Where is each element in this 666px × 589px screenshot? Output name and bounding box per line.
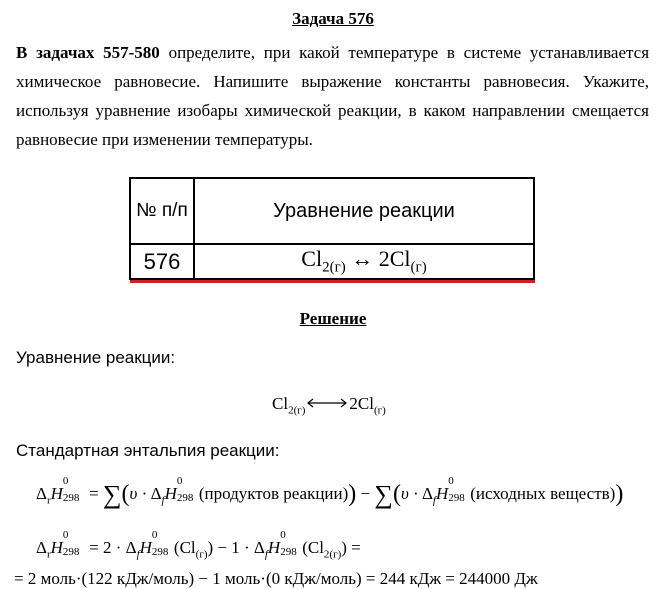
- enthalpy-result: = 2 моль·(122 кДж/моль) − 1 моль·(0 кДж/моль) = 244 кДж = 244000 Дж: [14, 569, 538, 588]
- eq-product: 2Cl: [349, 394, 374, 413]
- products-text: (продуктов реакции): [198, 484, 349, 503]
- solution-heading: Решение: [299, 309, 367, 328]
- product-subscript: (г): [410, 259, 427, 276]
- eq-product-subscript: (г): [373, 404, 386, 417]
- equilibrium-arrow: ↔: [351, 246, 374, 272]
- reaction-equation: [272, 394, 386, 416]
- reactant: Cl: [301, 246, 323, 272]
- eq-reactant-subscript: 2(г): [288, 404, 306, 417]
- table-row: [130, 244, 534, 279]
- row-equation: [194, 244, 534, 279]
- header-number: № п/п: [130, 178, 194, 244]
- red-underline: [130, 280, 535, 283]
- task-range: В задачах 557-580: [16, 43, 160, 62]
- header-equation: Уравнение реакции: [194, 178, 534, 244]
- reaction-label: Уравнение реакции:: [16, 348, 176, 367]
- reactants-text: (исходных веществ): [470, 484, 616, 503]
- task-text: определите, при какой температуре в системе устанавливается химическое равновесие. Напишите выражение константы равновесия. Укажите, используя уравнение изобары химической реакции, в каком направлении смещается равновесие при изменении температуры.: [16, 43, 650, 149]
- enthalpy-formula: $\Delta_rH$ 0 298 = $\sum(\upsilon \cdot \Delta_fH$ 0 298 (продуктов реакции)) − $\sum(\upsilon \cdot \Delta_fH$ 0 298 (исходных веществ)): [36, 475, 624, 509]
- row-number: 576: [130, 244, 194, 279]
- eq-reactant: Cl: [272, 394, 289, 413]
- reactant-subscript: 2(г): [322, 259, 346, 276]
- task-statement: [16, 38, 649, 154]
- coef-products: 2: [102, 538, 112, 557]
- product: 2Cl: [378, 246, 411, 272]
- coef-reactants: 1: [231, 538, 240, 557]
- table-header-row: [130, 178, 534, 244]
- enthalpy-label: Стандартная энтальпия реакции:: [16, 441, 280, 460]
- reaction-table: [129, 177, 535, 280]
- enthalpy-substitution: $\Delta_rH$ 0 298 = $2 \cdot \Delta_fH$ 0 298 $(Cl_{(г)}) - 1 \cdot \Delta_fH$ 0 298 $(Cl_{2(г)})$ =: [36, 529, 361, 561]
- task-title: Задача 576: [292, 9, 374, 28]
- double-arrow-icon: [305, 398, 349, 408]
